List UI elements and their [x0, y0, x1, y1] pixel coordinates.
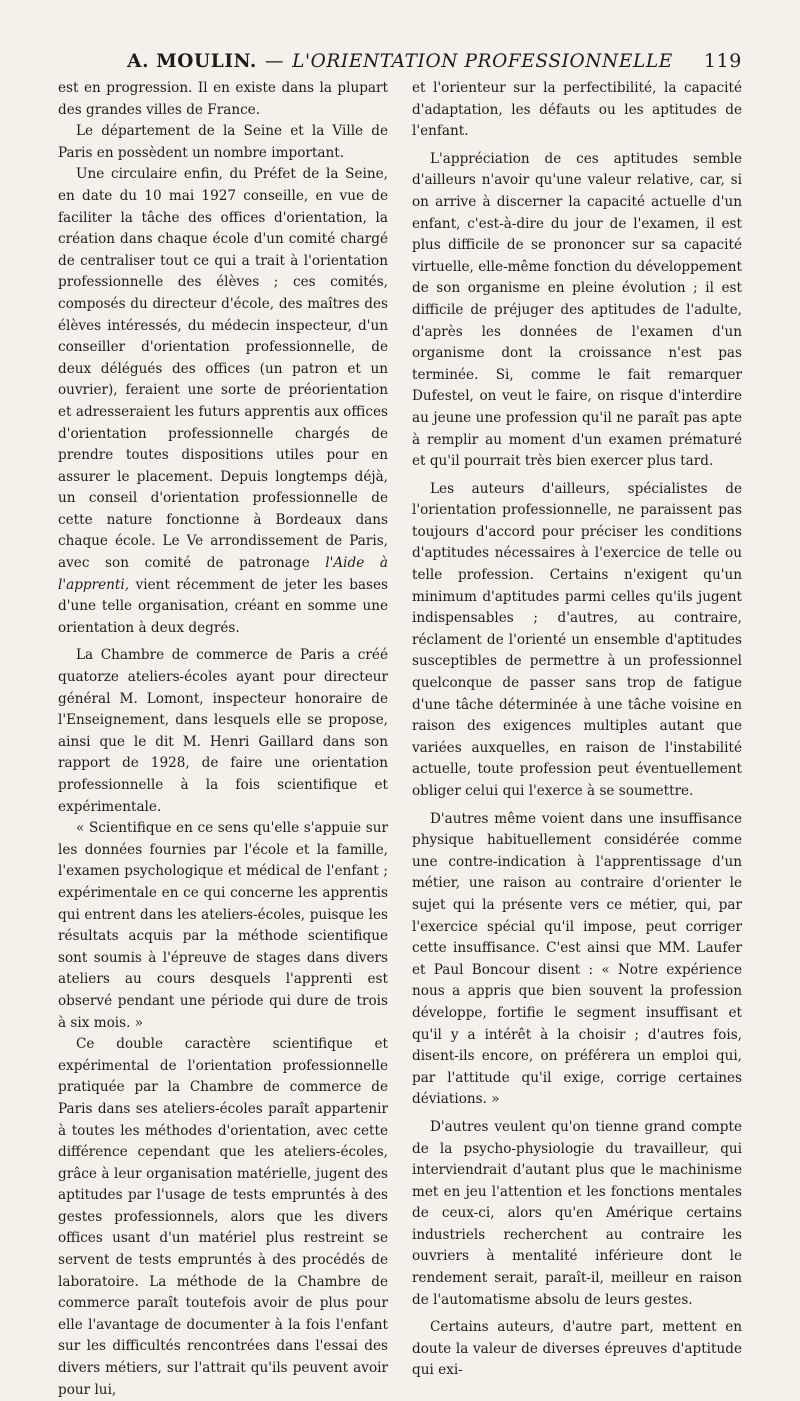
paragraph: est en progression. Il en existe dans la plupart des grandes villes de France.	[58, 80, 388, 118]
paragraph: et l'orienteur sur la perfectibilité, la capacité d'adaptation, les défauts ou les aptitudes de l'enfant.	[412, 80, 742, 140]
text-columns	[58, 78, 742, 1401]
header-author: A. MOULIN.	[127, 51, 257, 72]
left-column	[58, 78, 388, 1401]
italic-title: l'Aide à l'apprenti,	[58, 555, 388, 593]
page	[58, 38, 742, 1398]
paragraph: Ce double caractère scientifique et expérimental de l'orientation professionnelle pratiquée par la Chambre de commerce de Paris dans ses ateliers-écoles paraît appartenir à toutes les méthodes d'orientation, avec cette différence cependant que les ateliers-écoles, grâce à leur organisation matérielle, jugent des aptitudes par l'usage de tests empruntés à des gestes professionnels, alors que les divers offices usant d'un matériel plus restreint se servent de tests empruntés à des procédés de laboratoire. La méthode de la Chambre de commerce paraît toutefois avoir de plus pour elle l'avantage de documenter à la fois l'enfant sur les difficultés rencontrées dans l'essai des divers métiers, sur l'attrait qu'ils peuvent avoir pour lui,	[58, 1036, 388, 1398]
paragraph-text: Une circulaire enfin, du Préfet de la Seine, en date du 10 mai 1927 conseille, en vue de faciliter la tâche des offices d'orientation, la création dans chaque école d'un comité chargé de centraliser tout ce qui a trait à l'orientation professionnelle des élèves ; ces comités, composés du directeur d'école, des maîtres des élèves intéressés, du médecin inspecteur, d'un conseiller d'orientation professionnelle, de deux délégués des offices (un patron et un ouvrier), feraient une sorte de préorientation et adresseraient les futurs apprentis aux offices d'orientation professionnelle chargés de prendre toutes dispositions utiles pour en assurer le placement. Depuis longtemps déjà, un conseil d'orientation professionnelle de cette nature fonctionne à Bordeaux dans chaque école. Le Ve arrondissement de Paris, avec son comité de patronage	[58, 166, 388, 572]
header-separator: —	[264, 51, 285, 72]
paragraph: La Chambre de commerce de Paris a créé quatorze ateliers-écoles ayant pour directeur général M. Lomont, inspecteur honoraire de l'Enseignement, dans lesquels elle se propose, ainsi que le dit M. Henri Gaillard dans son rapport de 1928, de faire une orientation professionnelle à la fois scientifique et expérimentale.	[58, 647, 388, 815]
paragraph: Le département de la Seine et la Ville de Paris en possèdent un nombre important.	[58, 123, 388, 161]
right-column	[412, 78, 742, 1401]
paragraph: L'appréciation de ces aptitudes semble d'ailleurs n'avoir qu'une valeur relative, car, si on arrive à discerner la capacité actuelle d'un enfant, c'est-à-dire du jour de l'examen, il est plus difficile de se prononcer sur sa capacité virtuelle, elle-même fonction du développement de son organisme en pleine évolution ; il est difficile de préjuger des aptitudes de l'adulte, d'après les données de l'examen d'un organisme dont la croissance n'est pas terminée. Si, comme le fait remarquer Dufestel, on veut le faire, on risque d'interdire au jeune une profession qu'il ne paraît pas apte à remplir au moment d'un examen prématuré et qu'il pourrait très bien exercer plus tard.	[412, 150, 742, 470]
paragraph-text: vient récemment de jeter les bases d'une telle organisation, créant en somme une orientation à deux degrés.	[58, 576, 388, 636]
paragraph: D'autres veulent qu'on tienne grand compte de la psycho-physiologie du travailleur, qui interviendrait d'autant plus que le machinisme met en jeu l'attention et les fonctions mentales de ceux-ci, alors qu'en Amérique certains industriels recherchent au contraire les ouvriers à mentalité inférieure dont le rendement serait, paraît-il, meilleur en raison de l'automatisme absolu de leurs gestes.	[412, 1118, 742, 1308]
paragraph: D'autres même voient dans une insuffisance physique habituellement considérée comme une contre-indication à l'apprentissage d'un métier, une raison au contraire d'orienter le sujet qui la présente vers ce métier, qui, par l'exercice spécial qu'il impose, peut corriger cette insuffisance. C'est ainsi que MM. Laufer et Paul Boncour disent : « Notre expérience nous a appris que bien souvent la profession développe, fortifie le segment insuffisant et qu'il y a intérêt à la choisir ; d'autres fois, disent-ils encore, on préférera un emploi qui, par l'attitude qu'il exige, corrige certaines déviations. »	[412, 810, 742, 1108]
paragraph: Les auteurs d'ailleurs, spécialistes de l'orientation professionnelle, ne paraissent pas toujours d'accord pour préciser les conditions d'aptitudes nécessaires à l'exercice de telle ou telle profession. Certains n'exigent qu'un minimum d'aptitudes parmi celles qu'ils jugent indispensables ; d'autres, au contraire, réclament de l'orienté un ensemble d'aptitudes susceptibles de permettre à un professionnel quelconque de passer sans trop de fatigue d'une tâche déterminée à une tâche voisine en raison des exigences multiples autant que variées auxquelles, en raison de l'instabilité actuelle, toute profession peut éventuellement obliger celui qui l'exerce à se soumettre.	[412, 480, 742, 799]
quotation: « Scientifique en ce sens qu'elle s'appuie sur les données fournies par l'école et la famille, l'examen psychologique et médical de l'enfant ; expérimentale en ce qui concerne les apprentis qui entrent dans les ateliers-écoles, puisque les résultats acquis par la méthode scientifique sont soumis à l'épreuve de stages dans divers ateliers au cours desquels l'apprenti est observé pendant une période qui dure de trois à six mois. »	[58, 820, 388, 1031]
running-header	[58, 38, 742, 72]
page-number: 119	[703, 50, 742, 72]
paragraph: Certains auteurs, d'autre part, mettent en doute la valeur de diverses épreuves d'aptitude qui exi-	[412, 1319, 742, 1379]
header-title: L'ORIENTATION PROFESSIONNELLE	[292, 51, 673, 72]
paragraph	[58, 164, 388, 639]
